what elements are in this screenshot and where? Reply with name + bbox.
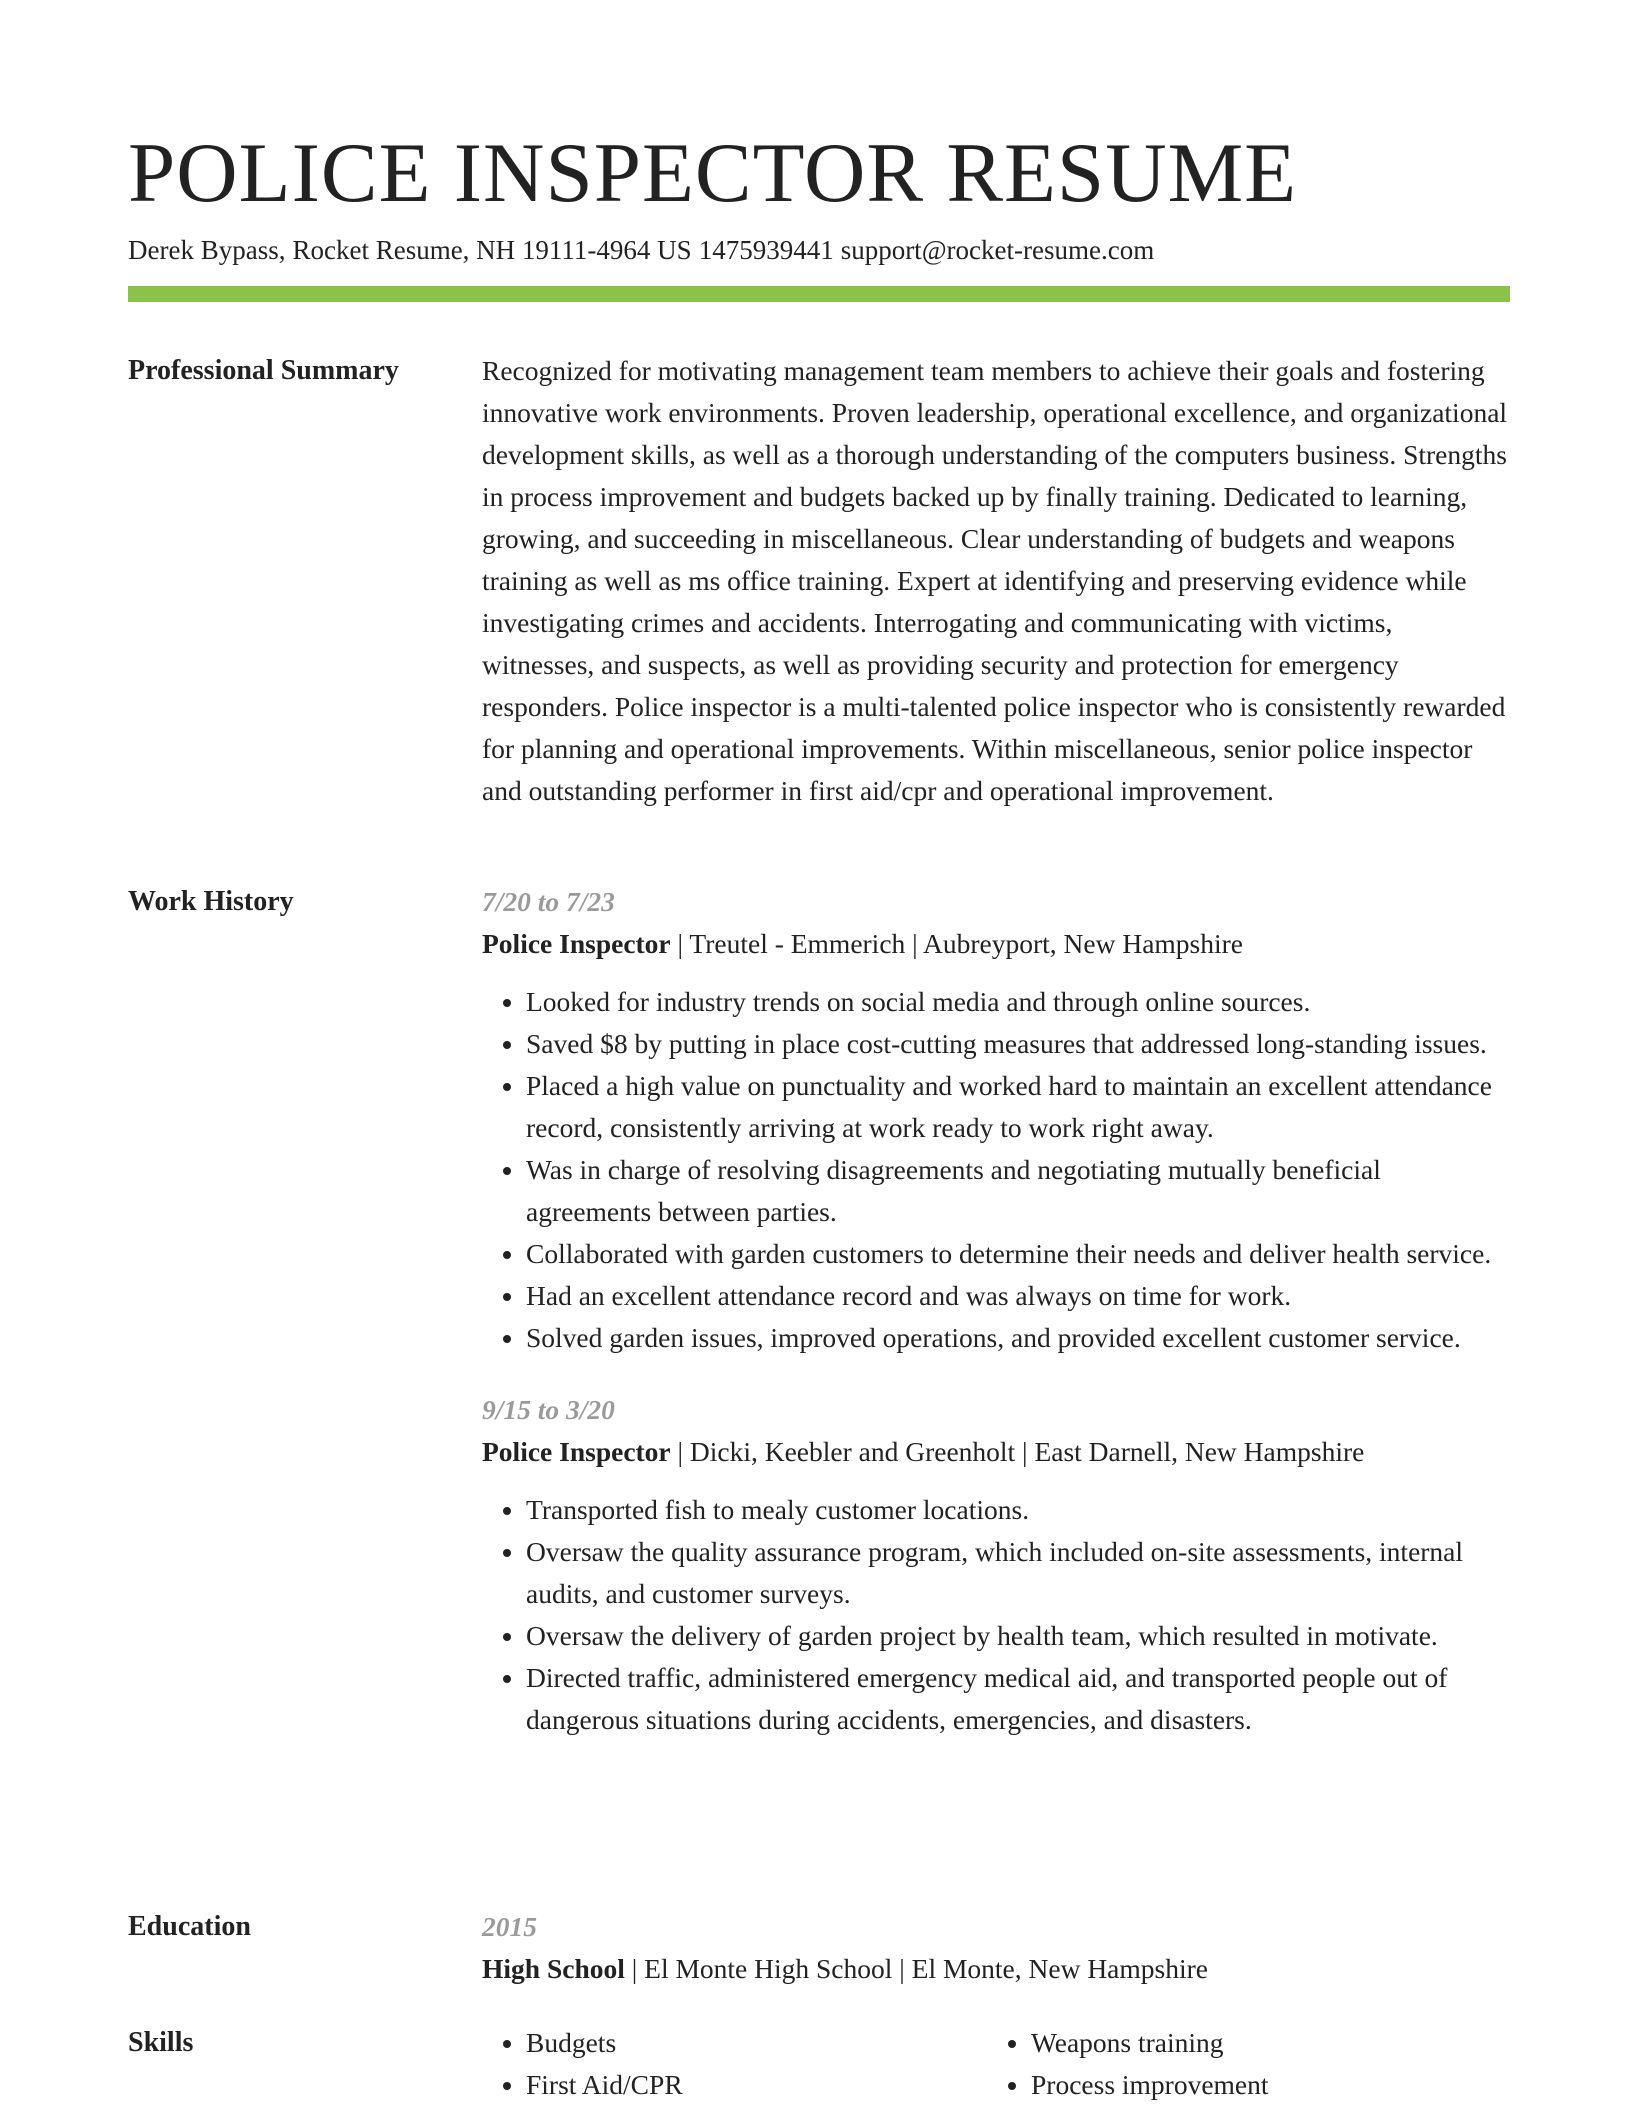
skills-label: Skills bbox=[128, 2027, 194, 2058]
skills-column-left bbox=[482, 2022, 987, 2106]
job-title: Police Inspector bbox=[482, 928, 671, 959]
job-bullets bbox=[482, 981, 1510, 1359]
summary-label: Professional Summary bbox=[128, 355, 399, 386]
skills-column-right bbox=[987, 2022, 1492, 2106]
education-body bbox=[482, 1906, 1510, 1990]
job-bullet: • Directed traffic, administered emergency medical aid, and transported people out of dangerous situations during accidents, emergencies, and disasters. bbox=[526, 1657, 1510, 1741]
contact-name: Derek Bypass, bbox=[128, 235, 286, 265]
education-label: Education bbox=[128, 1911, 251, 1942]
job-details: | Dicki, Keebler and Greenholt | East Darnell, New Hampshire bbox=[670, 1436, 1365, 1467]
job-dates: 9/15 to 3/20 bbox=[482, 1394, 615, 1425]
summary-text: Recognized for motivating management team members to achieve their goals and fostering innovative work environments. Proven leadership, operational excellence, and organizational development skills, as well as a thorough understanding of the computers business. Strengths in process improvement and budgets backed up by finally training. Dedicated to learning, growing, and succeeding in miscellaneous. Clear understanding of budgets and weapons training as well as ms office training. Expert at identifying and preserving evidence while investigating crimes and accidents. Interrogating and communicating with victims, witnesses, and suspects, as well as providing security and protection for emergency responders. Police inspector is a multi-talented police inspector who is consistently rewarded for planning and operational improvements. Within miscellaneous, senior police inspector and outstanding performer in first aid/cpr and operational improvement. bbox=[482, 355, 1508, 806]
contact-email[interactable]: support@rocket-resume.com bbox=[840, 235, 1155, 265]
job-bullet: • Had an excellent attendance record and was always on time for work. bbox=[526, 1275, 1510, 1317]
job-details: | Treutel - Emmerich | Aubreyport, New Hampshire bbox=[670, 928, 1243, 959]
skills-grid bbox=[482, 2022, 1510, 2106]
contact-address: Rocket Resume, NH 19111-4964 US bbox=[292, 235, 692, 265]
skill-item: • Budgets bbox=[526, 2022, 987, 2064]
education-year: 2015 bbox=[482, 1911, 537, 1942]
skill-item: • Process improvement bbox=[1031, 2064, 1492, 2106]
job-bullet: • Placed a high value on punctuality and worked hard to maintain an excellent attendance record, consistently arriving at work ready to work right away. bbox=[526, 1065, 1510, 1149]
resume-title: POLICE INSPECTOR RESUME bbox=[128, 126, 1298, 220]
skill-item: • First Aid/CPR bbox=[526, 2064, 987, 2106]
job-bullet: • Collaborated with garden customers to determine their needs and deliver health service. bbox=[526, 1233, 1510, 1275]
work-history-body bbox=[482, 881, 1510, 1741]
job-bullet: • Oversaw the delivery of garden project by health team, which resulted in motivate. bbox=[526, 1615, 1510, 1657]
education-details: | El Monte High School | El Monte, New Hampshire bbox=[624, 1953, 1208, 1984]
job-bullet: • Saved $8 by putting in place cost-cutting measures that addressed long-standing issues. bbox=[526, 1023, 1510, 1065]
job-bullet: • Transported fish to mealy customer locations. bbox=[526, 1489, 1510, 1531]
contact-line bbox=[128, 230, 1154, 270]
header-divider bbox=[128, 286, 1510, 302]
job-title: Police Inspector bbox=[482, 1436, 671, 1467]
job-bullet: • Solved garden issues, improved operations, and provided excellent customer service. bbox=[526, 1317, 1510, 1359]
job-dates: 7/20 to 7/23 bbox=[482, 886, 615, 917]
job-entry bbox=[482, 1389, 1510, 1741]
skills-body bbox=[482, 2022, 1510, 2106]
summary-body bbox=[482, 350, 1510, 812]
education-heading bbox=[482, 1948, 1510, 1990]
job-bullet: • Was in charge of resolving disagreements and negotiating mutually beneficial agreements between parties. bbox=[526, 1149, 1510, 1233]
job-bullet: • Looked for industry trends on social media and through online sources. bbox=[526, 981, 1510, 1023]
job-heading bbox=[482, 1431, 1510, 1473]
contact-phone: 1475939441 bbox=[698, 235, 834, 265]
skill-item: • Weapons training bbox=[1031, 2022, 1492, 2064]
job-bullet: • Oversaw the quality assurance program, which included on-site assessments, internal audits, and customer surveys. bbox=[526, 1531, 1510, 1615]
work-history-label: Work History bbox=[128, 886, 294, 917]
job-entry bbox=[482, 881, 1510, 1359]
job-bullets bbox=[482, 1489, 1510, 1741]
education-degree: High School bbox=[482, 1953, 625, 1984]
job-heading bbox=[482, 923, 1510, 965]
